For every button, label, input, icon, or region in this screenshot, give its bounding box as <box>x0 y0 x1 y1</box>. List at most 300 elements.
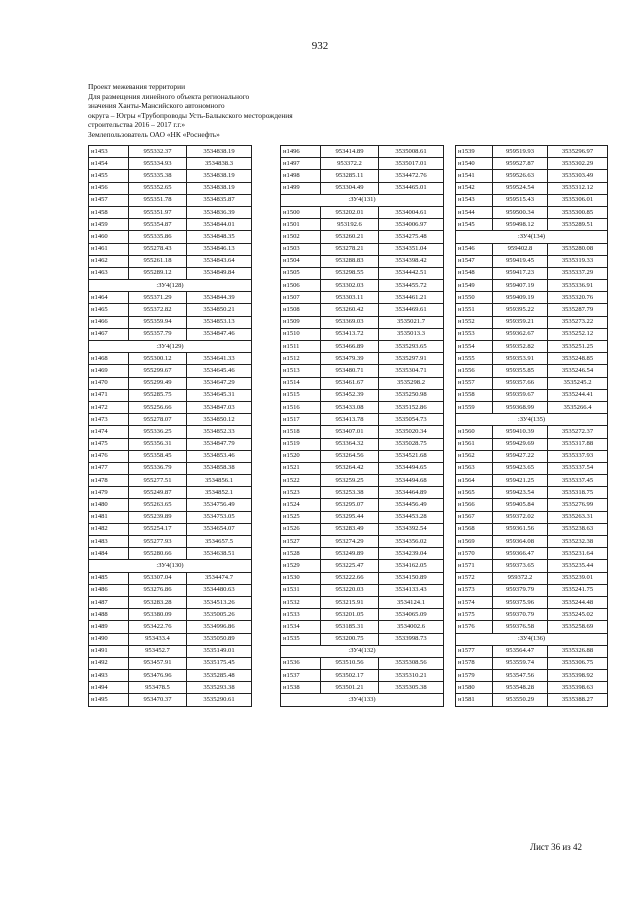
y-coordinate: 3534004.61 <box>379 206 444 218</box>
x-coordinate: 959379.79 <box>493 584 548 596</box>
y-coordinate: 3534469.61 <box>379 304 444 316</box>
point-name: н1544 <box>456 206 493 218</box>
point-name: н1480 <box>89 499 129 511</box>
x-coordinate: 955336.79 <box>129 462 187 474</box>
table-row <box>281 255 444 267</box>
point-name: н1472 <box>89 401 129 413</box>
point-name: н1488 <box>89 609 129 621</box>
x-coordinate: 955277.51 <box>129 475 187 487</box>
x-coordinate: 959366.47 <box>493 548 548 560</box>
point-name: н1477 <box>89 462 129 474</box>
y-coordinate: 3535258.69 <box>548 621 608 633</box>
x-coordinate: 953501.21 <box>321 682 379 694</box>
point-name: н1574 <box>456 596 493 608</box>
x-coordinate: 959410.39 <box>493 426 548 438</box>
y-coordinate: 3535388.27 <box>548 694 608 706</box>
table-row <box>456 487 608 499</box>
point-name: н1581 <box>456 694 493 706</box>
x-coordinate: 953202.01 <box>321 206 379 218</box>
table-row <box>89 401 252 413</box>
table-row <box>281 328 444 340</box>
y-coordinate: 3535280.08 <box>548 243 608 255</box>
table-row <box>281 475 444 487</box>
table-row <box>281 158 444 170</box>
x-coordinate: 955239.89 <box>129 511 187 523</box>
x-coordinate: 959405.84 <box>493 499 548 511</box>
table-row <box>281 682 444 694</box>
table-row <box>281 548 444 560</box>
x-coordinate: 953413.78 <box>321 414 379 426</box>
x-coordinate: 953283.49 <box>321 523 379 535</box>
table-row <box>281 389 444 401</box>
point-name: н1520 <box>281 450 321 462</box>
x-coordinate: 953479.39 <box>321 353 379 365</box>
x-coordinate: 959375.96 <box>493 596 548 608</box>
point-name: н1555 <box>456 353 493 365</box>
y-coordinate: 3535398.92 <box>548 670 608 682</box>
table-row <box>281 487 444 499</box>
table-row <box>281 596 444 608</box>
table-row <box>456 377 608 389</box>
x-coordinate: 953295.07 <box>321 499 379 511</box>
y-coordinate: 3534641.33 <box>187 353 252 365</box>
table-row <box>281 523 444 535</box>
y-coordinate: 3534472.76 <box>379 170 444 182</box>
header-line: Для размещения линейного объекта регионального <box>88 91 250 101</box>
table-row <box>281 292 444 304</box>
point-name: н1514 <box>281 377 321 389</box>
y-coordinate: 3534356.02 <box>379 536 444 548</box>
point-name: н1564 <box>456 475 493 487</box>
table-row <box>89 353 252 365</box>
y-coordinate: 3535276.99 <box>548 499 608 511</box>
parcel-header-row <box>456 231 608 243</box>
y-coordinate: 3534065.09 <box>379 609 444 621</box>
x-coordinate: 953288.83 <box>321 255 379 267</box>
y-coordinate: 3535005.26 <box>187 609 252 621</box>
point-name: н1573 <box>456 584 493 596</box>
y-coordinate: 3535337.54 <box>548 462 608 474</box>
y-coordinate: 3535252.12 <box>548 328 608 340</box>
y-coordinate: 3535050.89 <box>187 633 252 645</box>
y-coordinate: 3534850.12 <box>187 414 252 426</box>
point-name: н1540 <box>456 158 493 170</box>
x-coordinate: 953407.01 <box>321 426 379 438</box>
x-coordinate: 953372.2 <box>321 158 379 170</box>
y-coordinate: 3535300.85 <box>548 206 608 218</box>
table-row <box>456 280 608 292</box>
y-coordinate: 3535231.64 <box>548 548 608 560</box>
y-coordinate: 3534835.87 <box>187 194 252 206</box>
point-name: н1542 <box>456 182 493 194</box>
x-coordinate: 955332.37 <box>129 146 187 158</box>
table-row <box>281 462 444 474</box>
table-row <box>89 170 252 182</box>
point-name: н1510 <box>281 328 321 340</box>
y-coordinate: 3534464.89 <box>379 487 444 499</box>
table-row <box>281 584 444 596</box>
y-coordinate: 3535244.41 <box>548 389 608 401</box>
y-coordinate: 3535020.34 <box>379 426 444 438</box>
x-coordinate: 959395.22 <box>493 304 548 316</box>
x-coordinate: 959359.67 <box>493 389 548 401</box>
y-coordinate: 3534442.51 <box>379 267 444 279</box>
y-coordinate: 3534002.6 <box>379 621 444 633</box>
point-name: н1504 <box>281 255 321 267</box>
x-coordinate: 959372.2 <box>493 572 548 584</box>
x-coordinate: 953559.74 <box>493 657 548 669</box>
table-row <box>456 523 608 535</box>
y-coordinate: 3534480.63 <box>187 584 252 596</box>
x-coordinate: 955352.65 <box>129 182 187 194</box>
x-coordinate: 959429.69 <box>493 438 548 450</box>
y-coordinate: 3535245.2 <box>548 377 608 389</box>
x-coordinate: 953480.71 <box>321 365 379 377</box>
point-name: н1460 <box>89 231 129 243</box>
table-row <box>456 499 608 511</box>
x-coordinate: 955263.65 <box>129 499 187 511</box>
point-name: н1516 <box>281 401 321 413</box>
x-coordinate: 953285.11 <box>321 170 379 182</box>
point-name: н1511 <box>281 341 321 353</box>
point-name: н1580 <box>456 682 493 694</box>
point-name: н1474 <box>89 426 129 438</box>
x-coordinate: 955289.12 <box>129 267 187 279</box>
y-coordinate: 3535303.49 <box>548 170 608 182</box>
x-coordinate: 953303.11 <box>321 292 379 304</box>
y-coordinate: 3535232.38 <box>548 536 608 548</box>
table-row <box>89 670 252 682</box>
table-row <box>456 475 608 487</box>
x-coordinate: 953264.42 <box>321 462 379 474</box>
table-row <box>456 146 608 158</box>
parcel-label: :ЗУ4(132) <box>281 645 444 657</box>
point-name: н1471 <box>89 389 129 401</box>
table-row <box>281 450 444 462</box>
y-coordinate: 3534645.46 <box>187 365 252 377</box>
table-row <box>89 328 252 340</box>
x-coordinate: 955261.18 <box>129 255 187 267</box>
y-coordinate: 3535235.44 <box>548 560 608 572</box>
x-coordinate: 955285.75 <box>129 389 187 401</box>
point-name: н1459 <box>89 219 129 231</box>
point-name: н1541 <box>456 170 493 182</box>
table-row <box>456 219 608 231</box>
y-coordinate: 3535285.48 <box>187 670 252 682</box>
y-coordinate: 3535244.48 <box>548 596 608 608</box>
y-coordinate: 3534638.51 <box>187 548 252 560</box>
table-row <box>456 328 608 340</box>
point-name: н1492 <box>89 657 129 669</box>
x-coordinate: 955280.66 <box>129 548 187 560</box>
x-coordinate: 955300.12 <box>129 353 187 365</box>
y-coordinate: 3534461.21 <box>379 292 444 304</box>
y-coordinate: 3535241.75 <box>548 584 608 596</box>
table-row <box>89 511 252 523</box>
point-name: н1545 <box>456 219 493 231</box>
table-row <box>456 341 608 353</box>
point-name: н1536 <box>281 657 321 669</box>
y-coordinate: 3535320.76 <box>548 292 608 304</box>
x-coordinate: 959359.21 <box>493 316 548 328</box>
y-coordinate: 3534844.01 <box>187 219 252 231</box>
table-row <box>89 389 252 401</box>
point-name: н1454 <box>89 158 129 170</box>
point-name: н1489 <box>89 621 129 633</box>
x-coordinate: 953422.76 <box>129 621 187 633</box>
point-name: н1470 <box>89 377 129 389</box>
table-row <box>281 146 444 158</box>
y-coordinate: 3534654.07 <box>187 523 252 535</box>
table-row <box>281 633 444 645</box>
table-row <box>89 450 252 462</box>
point-name: н1531 <box>281 584 321 596</box>
y-coordinate: 3534844.39 <box>187 292 252 304</box>
point-name: н1500 <box>281 206 321 218</box>
parcel-header-row <box>89 560 252 572</box>
y-coordinate: 3534996.86 <box>187 621 252 633</box>
point-name: н1487 <box>89 596 129 608</box>
point-name: н1465 <box>89 304 129 316</box>
y-coordinate: 3534847.46 <box>187 328 252 340</box>
table-row <box>456 365 608 377</box>
x-coordinate: 953452.7 <box>129 645 187 657</box>
table-row <box>281 560 444 572</box>
y-coordinate: 3535149.01 <box>187 645 252 657</box>
y-coordinate: 3535250.98 <box>379 389 444 401</box>
point-name: н1523 <box>281 487 321 499</box>
x-coordinate: 959402.8 <box>493 243 548 255</box>
parcel-label: :ЗУ4(136) <box>456 633 608 645</box>
header-line: значения Ханты-Мансийского автономного <box>88 101 225 110</box>
table-row <box>281 657 444 669</box>
y-coordinate: 3534453.28 <box>379 511 444 523</box>
y-coordinate: 3535312.12 <box>548 182 608 194</box>
point-name: н1562 <box>456 450 493 462</box>
x-coordinate: 953457.91 <box>129 657 187 669</box>
x-coordinate: 955359.94 <box>129 316 187 328</box>
y-coordinate: 3534494.68 <box>379 475 444 487</box>
point-name: н1559 <box>456 401 493 413</box>
y-coordinate: 3534455.72 <box>379 280 444 292</box>
point-name: н1567 <box>456 511 493 523</box>
table-row <box>281 401 444 413</box>
point-name: н1478 <box>89 475 129 487</box>
y-coordinate: 3535289.51 <box>548 219 608 231</box>
table-row <box>281 572 444 584</box>
table-row <box>281 219 444 231</box>
table-row <box>89 596 252 608</box>
y-coordinate: 3534133.43 <box>379 584 444 596</box>
y-coordinate: 3534846.13 <box>187 243 252 255</box>
point-name: н1533 <box>281 609 321 621</box>
table-row <box>89 158 252 170</box>
x-coordinate: 955334.93 <box>129 158 187 170</box>
table-row <box>456 255 608 267</box>
y-coordinate: 3534852.33 <box>187 426 252 438</box>
table-row <box>89 499 252 511</box>
point-name: н1543 <box>456 194 493 206</box>
point-name: н1473 <box>89 414 129 426</box>
point-name: н1525 <box>281 511 321 523</box>
y-coordinate: 3534398.42 <box>379 255 444 267</box>
point-name: н1464 <box>89 292 129 304</box>
table-row <box>89 292 252 304</box>
x-coordinate: 953433.08 <box>321 401 379 413</box>
point-name: н1517 <box>281 414 321 426</box>
x-coordinate: 959409.19 <box>493 292 548 304</box>
table-row <box>89 438 252 450</box>
table-row <box>456 511 608 523</box>
point-name: н1494 <box>89 682 129 694</box>
y-coordinate: 3535310.21 <box>379 670 444 682</box>
y-coordinate: 3535287.79 <box>548 304 608 316</box>
table-row <box>281 377 444 389</box>
point-name: н1553 <box>456 328 493 340</box>
table-row <box>281 353 444 365</box>
y-coordinate: 3535306.01 <box>548 194 608 206</box>
x-coordinate: 955277.93 <box>129 536 187 548</box>
point-name: н1579 <box>456 670 493 682</box>
table-row <box>281 280 444 292</box>
point-name: н1521 <box>281 462 321 474</box>
table-row <box>89 584 252 596</box>
parcel-label: :ЗУ4(128) <box>89 280 252 292</box>
table-row <box>456 670 608 682</box>
x-coordinate: 953380.09 <box>129 609 187 621</box>
point-name: н1548 <box>456 267 493 279</box>
x-coordinate: 953304.49 <box>321 182 379 194</box>
point-name: н1512 <box>281 353 321 365</box>
page-number: 932 <box>311 40 329 52</box>
point-name: н1556 <box>456 365 493 377</box>
point-name: н1527 <box>281 536 321 548</box>
y-coordinate: 3534843.64 <box>187 255 252 267</box>
y-coordinate: 3534853.13 <box>187 316 252 328</box>
y-coordinate: 3534850.21 <box>187 304 252 316</box>
y-coordinate: 3535296.97 <box>548 146 608 158</box>
table-row <box>281 438 444 450</box>
x-coordinate: 953276.86 <box>129 584 187 596</box>
y-coordinate: 3535013.3 <box>379 328 444 340</box>
point-name: н1551 <box>456 304 493 316</box>
point-name: н1493 <box>89 670 129 682</box>
table-row <box>281 316 444 328</box>
table-row <box>89 267 252 279</box>
point-name: н1519 <box>281 438 321 450</box>
table-row <box>456 267 608 279</box>
point-name: н1498 <box>281 170 321 182</box>
x-coordinate: 953307.04 <box>129 572 187 584</box>
x-coordinate: 959500.34 <box>493 206 548 218</box>
coordinates-table-1 <box>88 145 252 707</box>
point-name: н1552 <box>456 316 493 328</box>
x-coordinate: 953222.66 <box>321 572 379 584</box>
x-coordinate: 953253.38 <box>321 487 379 499</box>
table-row <box>89 219 252 231</box>
point-name: н1560 <box>456 426 493 438</box>
parcel-label: :ЗУ4(131) <box>281 194 444 206</box>
point-name: н1463 <box>89 267 129 279</box>
point-name: н1457 <box>89 194 129 206</box>
table-row <box>456 572 608 584</box>
point-name: н1495 <box>89 694 129 706</box>
x-coordinate: 953220.03 <box>321 584 379 596</box>
point-name: н1491 <box>89 645 129 657</box>
table-row <box>456 243 608 255</box>
table-row <box>456 401 608 413</box>
y-coordinate: 3534162.05 <box>379 560 444 572</box>
x-coordinate: 955335.38 <box>129 170 187 182</box>
table-row <box>456 657 608 669</box>
x-coordinate: 955335.86 <box>129 231 187 243</box>
document-header <box>88 82 388 139</box>
x-coordinate: 953185.31 <box>321 621 379 633</box>
y-coordinate: 3534849.84 <box>187 267 252 279</box>
y-coordinate: 3534006.97 <box>379 219 444 231</box>
point-name: н1505 <box>281 267 321 279</box>
point-name: н1467 <box>89 328 129 340</box>
table-row <box>281 341 444 353</box>
x-coordinate: 959524.54 <box>493 182 548 194</box>
point-name: н1530 <box>281 572 321 584</box>
parcel-label: :ЗУ4(129) <box>89 341 252 353</box>
table-row <box>456 206 608 218</box>
y-coordinate: 3534856.1 <box>187 475 252 487</box>
point-name: н1501 <box>281 219 321 231</box>
table-row <box>456 645 608 657</box>
table-row <box>456 353 608 365</box>
x-coordinate: 953200.75 <box>321 633 379 645</box>
point-name: н1486 <box>89 584 129 596</box>
header-line: Проект межевания территории <box>88 82 186 91</box>
table-row <box>89 316 252 328</box>
y-coordinate: 3535028.75 <box>379 438 444 450</box>
table-row <box>281 414 444 426</box>
table-row <box>89 694 252 706</box>
x-coordinate: 955254.17 <box>129 523 187 535</box>
x-coordinate: 953364.32 <box>321 438 379 450</box>
x-coordinate: 955336.25 <box>129 426 187 438</box>
x-coordinate: 955354.87 <box>129 219 187 231</box>
table-row <box>281 621 444 633</box>
x-coordinate: 953298.55 <box>321 267 379 279</box>
point-name: н1549 <box>456 280 493 292</box>
point-name: н1455 <box>89 170 129 182</box>
sheet-number: Лист 36 из 42 <box>530 842 582 852</box>
point-name: н1453 <box>89 146 129 158</box>
table-row <box>456 560 608 572</box>
x-coordinate: 959353.91 <box>493 353 548 365</box>
x-coordinate: 953476.96 <box>129 670 187 682</box>
point-name: н1577 <box>456 645 493 657</box>
y-coordinate: 3535266.4 <box>548 401 608 413</box>
x-coordinate: 955249.87 <box>129 487 187 499</box>
y-coordinate: 3535273.22 <box>548 316 608 328</box>
y-coordinate: 3535054.73 <box>379 414 444 426</box>
y-coordinate: 3534474.7 <box>187 572 252 584</box>
x-coordinate: 959355.85 <box>493 365 548 377</box>
x-coordinate: 955278.07 <box>129 414 187 426</box>
table-row <box>456 584 608 596</box>
table-row <box>89 304 252 316</box>
parcel-label: :ЗУ4(133) <box>281 694 444 706</box>
y-coordinate: 3534657.5 <box>187 536 252 548</box>
table-row <box>456 158 608 170</box>
y-coordinate: 3535272.37 <box>548 426 608 438</box>
point-name: н1532 <box>281 596 321 608</box>
table-row <box>456 450 608 462</box>
